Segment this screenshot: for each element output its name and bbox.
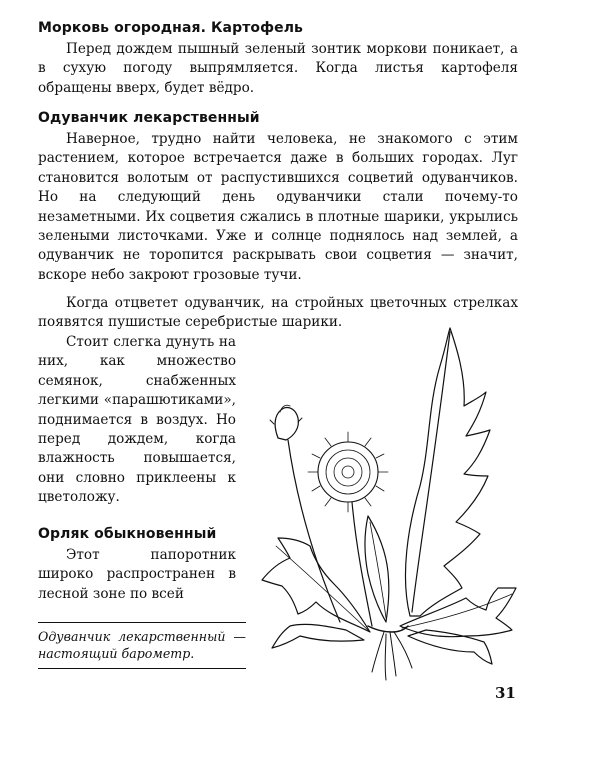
caption-top-rule xyxy=(38,622,246,623)
dandelion-illustration xyxy=(260,326,522,682)
leaf-upright-vein xyxy=(412,332,450,612)
paragraph-carrot-potato: Перед дождем пышный зеленый зонтик моркови поникает, а в сухую погоду выпрямляется. Когда листья картофеля обращены вверх, будет вёдро. xyxy=(38,41,518,96)
paragraph-dandelion-2: Когда отцветет одуванчик, на стройных цветочных стрелках появятся пушистые серебристые шарики. xyxy=(38,295,518,331)
leaf-upright xyxy=(405,328,490,616)
caption-bottom-rule xyxy=(38,668,246,669)
flower-rays xyxy=(308,432,388,512)
paragraph-dandelion-3: Стоит слегка дунуть на них, как множество семянок, снабженных легкими «парашютиками», поднимается в воздух. Но перед дождем, когда влажность повышается, они словно приклеены к цветоложу. xyxy=(38,334,236,506)
heading-dandelion: Одуванчик лекарственный xyxy=(38,110,260,126)
paragraph-dandelion-1: Наверное, трудно найти человека, не знакомого с этим растением, которое встречается даже в больших городах. Луг становится волотым от распустившихся соцветий одуванчиков. Но на следующий день одуванчики стали почему-то незаметными. Их соцветия сжались в плотные шарики, укрылись зелеными листочками. Уже и солнце поднялось над землей, а одуванчик не торопится раскрывать свои соцветия — значит, вскоре небо закроют грозовые тучи. xyxy=(38,131,518,283)
flower-stem xyxy=(352,502,372,626)
bud-stem xyxy=(288,440,340,622)
heading-bracken: Орляк обыкновенный xyxy=(38,526,217,542)
heading-carrot-potato: Морковь огородная. Картофель xyxy=(38,20,304,36)
figure-caption: Одуванчик лекарственный — настоящий барометр. xyxy=(38,629,246,661)
flower-head xyxy=(318,442,378,502)
page-number: 31 xyxy=(495,684,516,702)
leaf-left-small xyxy=(272,624,364,648)
paragraph-bracken: Этот папоротник широко распространен в лесной зоне по всей xyxy=(38,547,236,602)
leaf-lower-right xyxy=(400,588,516,637)
closed-bud xyxy=(275,407,298,440)
leaf-lower-left xyxy=(262,538,370,632)
root-system xyxy=(372,632,412,680)
